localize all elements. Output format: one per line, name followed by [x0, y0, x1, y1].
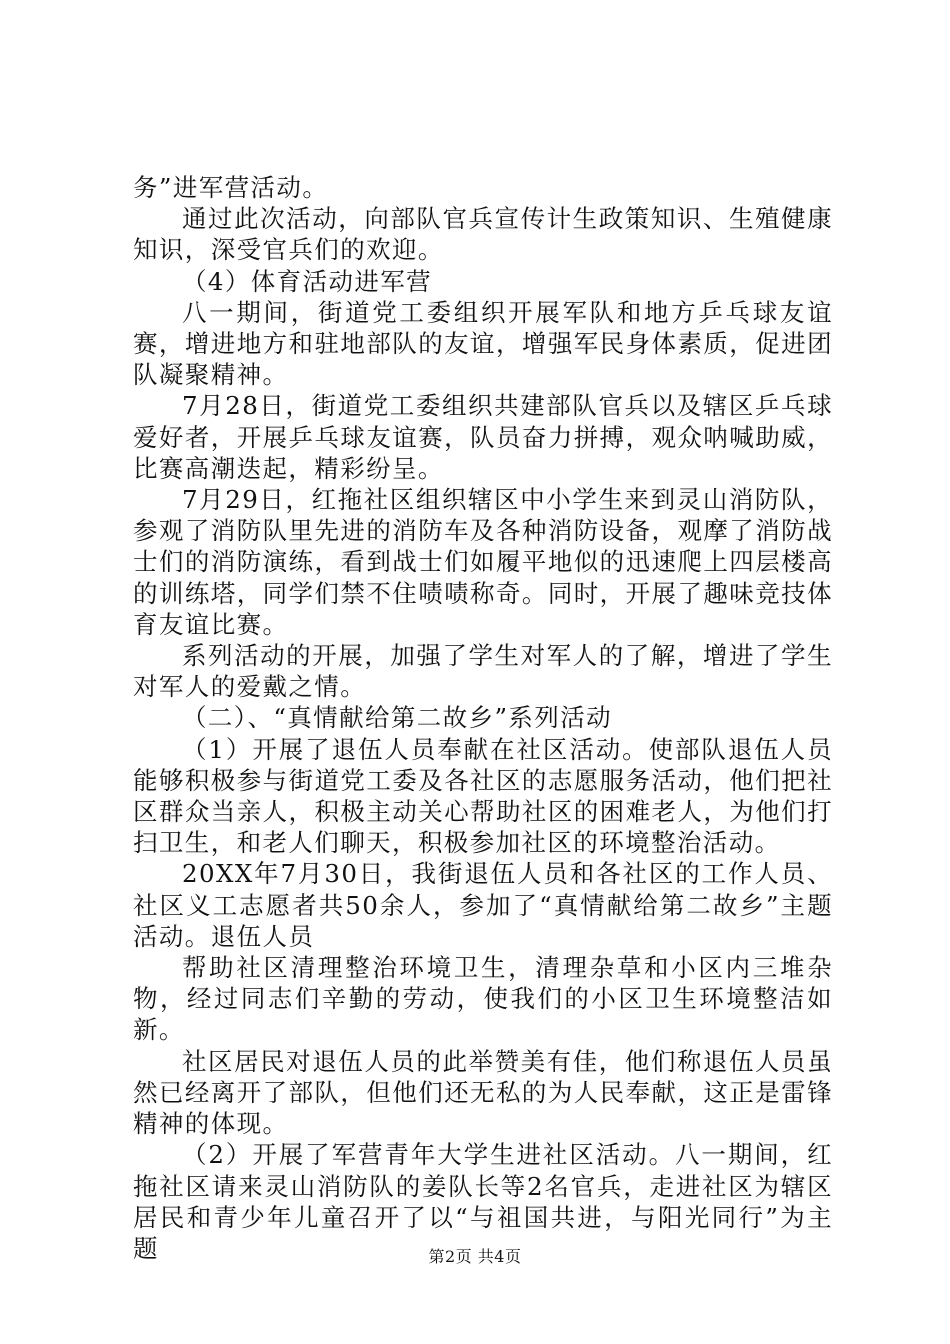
paragraph: 系列活动的开展，加强了学生对军人的了解，增进了学生对军人的爱戴之情。: [133, 641, 833, 702]
paragraph: 八一期间，街道党工委组织开展军队和地方乒乓球友谊赛，增进地方和驻地部队的友谊，增强军民身体素质，促进团队凝聚精神。: [133, 297, 833, 390]
paragraph: 7月29日，红拖社区组织辖区中小学生来到灵山消防队，参观了消防队里先进的消防车及各种消防设备，观摩了消防战士们的消防演练，看到战士们如履平地似的迅速爬上四层楼高的训练塔，同学们禁不住啧啧称奇。同时，开展了趣味竞技体育友谊比赛。: [133, 485, 833, 639]
document-body: [133, 172, 833, 1264]
paragraph: 帮助社区清理整治环境卫生，清理杂草和小区内三堆杂物，经过同志们辛勤的劳动，使我们的小区卫生环境整洁如新。: [133, 953, 833, 1045]
paragraph: 通过此次活动，向部队官兵宣传计生政策知识、生殖健康知识，深受官兵们的欢迎。: [133, 204, 833, 265]
paragraph: 20XX年7月30日，我街退伍人员和各社区的工作人员、社区义工志愿者共50余人，参加了“真情献给第二故乡”主题活动。退伍人员: [133, 859, 833, 951]
paragraph: （1）开展了退伍人员奉献在社区活动。使部队退伍人员能够积极参与街道党工委及各社区的志愿服务活动，他们把社区群众当亲人，积极主动关心帮助社区的困难老人，为他们打扫卫生，和老人们聊天，积极参加社区的环境整治活动。: [133, 734, 833, 858]
paragraph: 社区居民对退伍人员的此举赞美有佳，他们称退伍人员虽然已经离开了部队，但他们还无私的为人民奉献，这正是雷锋精神的体现。: [133, 1046, 833, 1139]
paragraph: （2）开展了军营青年大学生进社区活动。八一期间，红拖社区请来灵山消防队的姜队长等2名官兵，走进社区为辖区居民和青少年儿童召开了以“与祖国共进，与阳光同行”为主题: [133, 1140, 833, 1263]
paragraph: 7月28日，街道党工委组织共建部队官兵以及辖区乒乓球爱好者，开展乒乓球友谊赛，队员奋力拼搏，观众呐喊助威，比赛高潮迭起，精彩纷呈。: [133, 391, 833, 483]
page-number-footer: 第2页 共4页: [428, 1247, 522, 1266]
section-heading: （二）、“真情献给第二故乡”系列活动: [182, 703, 612, 733]
section-heading: （4）体育活动进军营: [182, 266, 433, 296]
paragraph: 务”进军营活动。: [133, 173, 329, 202]
